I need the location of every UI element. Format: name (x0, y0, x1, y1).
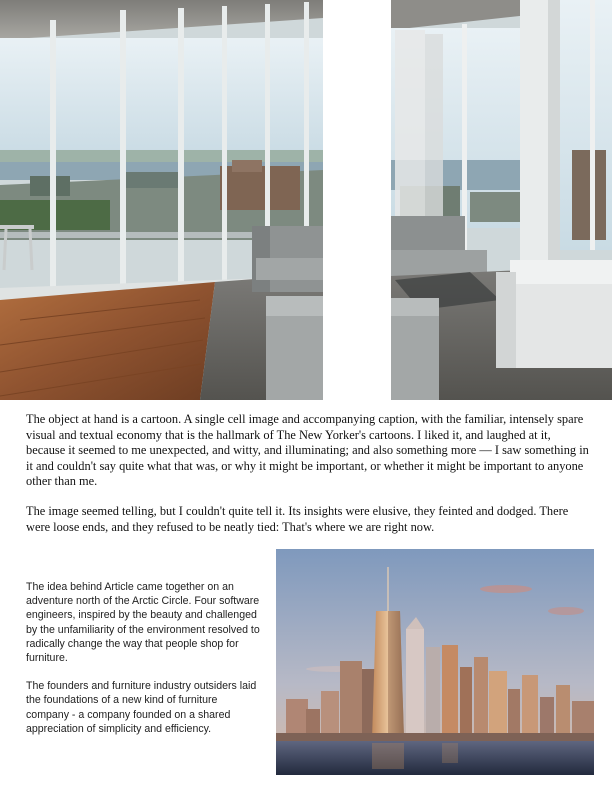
essay-text (26, 412, 592, 549)
essay-paragraph: The image seemed telling, but I couldn't quite tell it. Its insights were elusive, they feinted and dodged. There were loose ends, and they refused to be neatly tied: That's where we are right now. (26, 503, 569, 534)
about-paragraph: The founders and furniture industry outsiders laid the foundations of a new kind of furniture company - a company founded on a shared appreciation of simplicity and efficiency. (26, 680, 257, 735)
skyline-photo (276, 549, 594, 775)
about-text (26, 580, 262, 750)
about-paragraph: The idea behind Article came together on an adventure north of the Arctic Circle. Four software engineers, inspired by the beauty and challenged by the unfamiliarity of the environment resolved to radically change the way that people shop for furniture. (26, 581, 260, 665)
essay-paragraph: The object at hand is a cartoon. A single cell image and accompanying caption, with the familiar, intensely spare visual and textual economy that is the hallmark of The New Yorker's cartoons. I liked it, and laughed at it, because it seemed to me unexpected, and witty, and illuminating; and also something more — I saw something in it and couldn't say quite what that was, or why it might be important, or whether it might be important to anyone other than me. (26, 412, 589, 489)
interior-left-panel (0, 0, 323, 400)
interior-right-panel (391, 0, 612, 400)
